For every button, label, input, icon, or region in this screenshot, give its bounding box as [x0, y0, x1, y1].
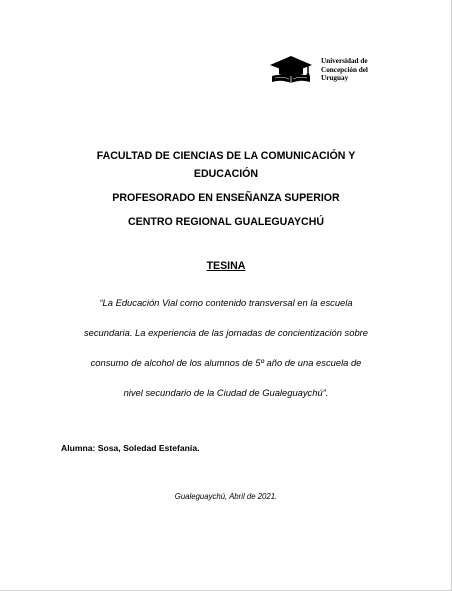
faculty-title-line-1: FACULTAD DE CIENCIAS DE LA COMUNICACIÓN Y [96, 150, 356, 162]
program-title: PROFESORADO EN ENSEÑANZA SUPERIOR [112, 192, 340, 204]
university-logo [266, 52, 396, 88]
university-name-line-2: Concepción del [321, 65, 368, 74]
document-type-title: TESINA [206, 260, 246, 272]
center-title: CENTRO REGIONAL GUALEGUAYCHÚ [128, 216, 324, 228]
thesis-title-line-2: secundaria. La experiencia de las jornadas de concientización sobre [83, 327, 369, 338]
place-date: Gualeguaychú, Abril de 2021. [174, 492, 278, 501]
author-line: Alumna: Sosa, Soledad Estefanía. [61, 443, 200, 453]
thesis-title-line-4: nivel secundario de la Ciudad de Gualeguaychú”. [123, 387, 329, 398]
thesis-title-line-1: “La Educación Vial como contenido transversal en la escuela [99, 297, 353, 308]
university-name-line-3: Uruguay [321, 74, 349, 83]
thesis-title-line-3: consumo de alcohol de los alumnos de 5º año de una escuela de [90, 357, 362, 368]
university-name-line-1: Universidad de [321, 57, 368, 65]
university-name [321, 57, 368, 83]
graduation-cap-book-icon [266, 54, 316, 84]
faculty-title-line-2: EDUCACIÓN [193, 168, 259, 180]
